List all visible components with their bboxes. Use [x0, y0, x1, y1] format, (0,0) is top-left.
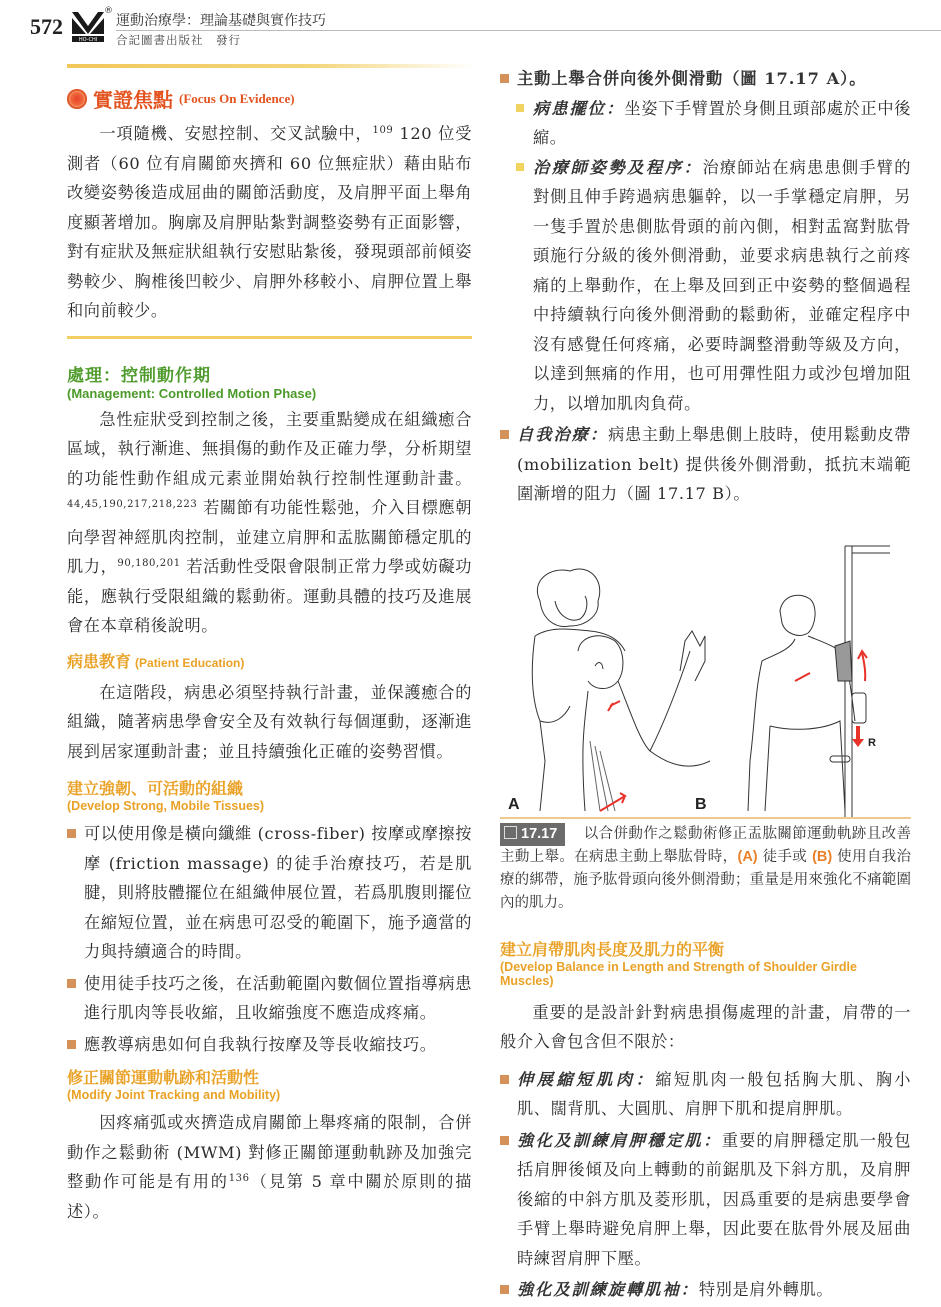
mwm-item-text: 主動上舉合併向後外側滑動（圖 17.17 A）。: [517, 69, 867, 88]
sub-list-item: 病患擺位：坐姿下手臂置於身側且頭部處於正中後縮。: [516, 94, 911, 153]
focus-box-bottom-rule: [67, 336, 472, 339]
focus-box-top-rule: [67, 64, 472, 68]
publisher-logo-icon: [70, 10, 106, 44]
registered-mark: ®: [104, 6, 113, 16]
patient-education-heading: 病患教育 (Patient Education): [67, 651, 245, 671]
balance-list: [500, 1065, 911, 1305]
figure-17-17-illustration: [500, 541, 911, 817]
balance-heading-en: (Develop Balance in Length and Strength of Shoulder Girdle Muscles): [500, 959, 857, 988]
management-paragraph: 急性症狀受到控制之後，主要重點變成在組織癒合區域，執行漸進、無損傷的動作及正確力學，分析期望的功能性動作組成元素並開始執行控制性運動計畫。$^{44,45,190,217,218,223}$ 若關節有功能性鬆弛，介入目標應朝向學習神經肌肉控制，並建立肩胛和盂肱關節穩定肌的肌力，$^{90,180,201}$ 若活動性受限會限制正常力學或妨礙功能，應執行受限組織的鬆動術。運動具體的技巧及進展會在本章稍後說明。: [67, 409, 472, 635]
right-column: [500, 64, 911, 1307]
list-item: 強化及訓練肩胛穩定肌：重要的肩胛穩定肌一般包括肩胛後傾及向上轉動的前鋸肌及下斜方肌，及肩胛後縮的中斜方肌及菱形肌，因爲重要的是病患要學會手臂上舉時避免肩胛上舉，因此要在肱骨外展及屈曲時練習肩胛下壓。: [500, 1126, 911, 1274]
balance-paragraph: 重要的是設計針對病患損傷處理的計畫，肩帶的一般介入會包含但不限於：: [500, 1002, 911, 1051]
svg-text:HO-CHI: HO-CHI: [78, 37, 98, 43]
mwm-sub-list: [508, 94, 911, 419]
sub-list-item: 治療師姿勢及程序：治療師站在病患患側手臂的對側且伸手跨過病患軀幹，以一手掌穩定肩胛，另一隻手置於患側肱骨頭的前內側，相對盂窩對肱骨頭施行分級的後外側滑動，並要求病患執行之前疼痛的上舉動作，在上舉及回到正中姿勢的整個過程中持續執行向後外側滑動的鬆動術，並確定程序中沒有感覺任何疼痛，必要時調整滑動等級及方向，以達到無痛的作用，也可用彈性阻力或沙包增加阻力，以增加肌肉負荷。: [516, 153, 911, 419]
citation: 136: [228, 1173, 250, 1184]
list-item: 使用徒手技巧之後，在活動範圍內數個位置指導病患進行肌肉等長收縮，且收縮強度不應造成疼痛。: [67, 969, 472, 1028]
list-item: [500, 64, 911, 418]
figure-number-badge: 17.17: [500, 823, 565, 846]
focus-title-zh: 實證焦點: [93, 88, 173, 112]
list-item: 強化及訓練旋轉肌袖：特別是肩外轉肌。: [500, 1275, 911, 1305]
mwm-illustration-icon: [500, 541, 911, 817]
citation: 44,45,190,217,218,223: [67, 499, 198, 510]
mwm-list: [500, 64, 911, 509]
balance-heading-zh: 建立肩帶肌肉長度及肌力的平衡: [500, 939, 725, 959]
management-heading-en: (Management: Controlled Motion Phase): [67, 385, 317, 401]
tracking-heading-zh: 修正關節運動軌跡和活動性: [67, 1068, 260, 1087]
focus-on-evidence-heading: [67, 84, 472, 113]
citation: 109: [372, 125, 394, 136]
focus-paragraph: 一項隨機、安慰控制、交叉試驗中，$^{109}$ 120 位受測者（60 位有肩關節夾擠和 60 位無症狀）藉由貼布改變姿勢後造成屈曲的關節活動度，及肩胛平面上舉角度顯著增加。胸廓及肩胛貼紮對調整姿勢有正面影響，對有症狀及無症狀組執行安慰貼紮後，發現頭部前傾姿勢較少、胸椎後凹較少、肩胛外移較小、肩胛位置上舉和向前較少。: [67, 124, 472, 320]
list-item: 自我治療：病患主動上舉患側上肢時，使用鬆動皮帶 (mobilization belt) 提供後外側滑動，抵抗末端範圍漸增的阻力（圖 17.17 B）。: [500, 420, 911, 509]
target-bullet-icon: [67, 89, 87, 109]
tracking-heading-en: (Modify Joint Tracking and Mobility): [67, 1088, 281, 1102]
header-divider: [116, 30, 941, 31]
tissues-heading-zh: 建立強韌、可活動的組織: [67, 779, 244, 798]
tissues-heading-en: (Develop Strong, Mobile Tissues): [67, 799, 265, 813]
left-column: [67, 64, 472, 1226]
page-header: [0, 0, 941, 52]
list-item: 應教導病患如何自我執行按摩及等長收縮技巧。: [67, 1030, 472, 1060]
focus-title-en: (Focus On Evidence): [179, 90, 295, 106]
book-title: 運動治療學：理論基礎與實作技巧: [116, 13, 326, 29]
resistance-label: R: [868, 736, 876, 749]
figure-caption: 17.17 以合併動作之鬆動術修正盂肱關節運動軌跡且改善主動上舉。在病患主動上舉肱骨時，(A) 徒手或 (B) 使用自我治療的綁帶，施予肱骨頭向後外側滑動；重量是用來強化不痛範圍內的肌力。: [500, 823, 911, 915]
list-item: 可以使用像是橫向纖維 (cross-fiber) 按摩或摩擦按摩 (friction massage) 的徒手治療技巧，若是肌腱，則將肢體擺位在組織伸展位置，若爲肌腹則擺位在縮短位置，並在病患可忍受的範圍下，施予適當的力與持續適合的時間。: [67, 819, 472, 967]
citation: 90,180,201: [117, 558, 181, 569]
tracking-paragraph: 因疼痛弧或夾擠造成肩關節上舉疼痛的限制，合併動作之鬆動術 (MWM) 對修正關節運動軌跡及加強完整動作可能是有用的$^{136}$（見第 5 章中關於原則的描述）。: [67, 1113, 472, 1221]
education-paragraph: 在這階段，病患必須堅持執行計畫，並保護癒合的組織，隨著病患學會安全及有效執行每個運動，逐漸進展到居家運動計畫；並且持續強化正確的姿勢習慣。: [67, 682, 472, 761]
panel-b-label: B: [695, 795, 707, 813]
page-number: 572: [30, 14, 63, 39]
management-heading-zh: 處理：控制動作期: [67, 365, 211, 386]
figure-icon: [504, 826, 517, 839]
publisher-line: 合記圖書出版社 發行: [116, 33, 241, 47]
panel-a-label: A: [508, 795, 520, 813]
tissues-list: [67, 819, 472, 1059]
list-item: 伸展縮短肌肉：縮短肌肉一般包括胸大肌、胸小肌、闊背肌、大圓肌、肩胛下肌和提肩胛肌。: [500, 1065, 911, 1124]
